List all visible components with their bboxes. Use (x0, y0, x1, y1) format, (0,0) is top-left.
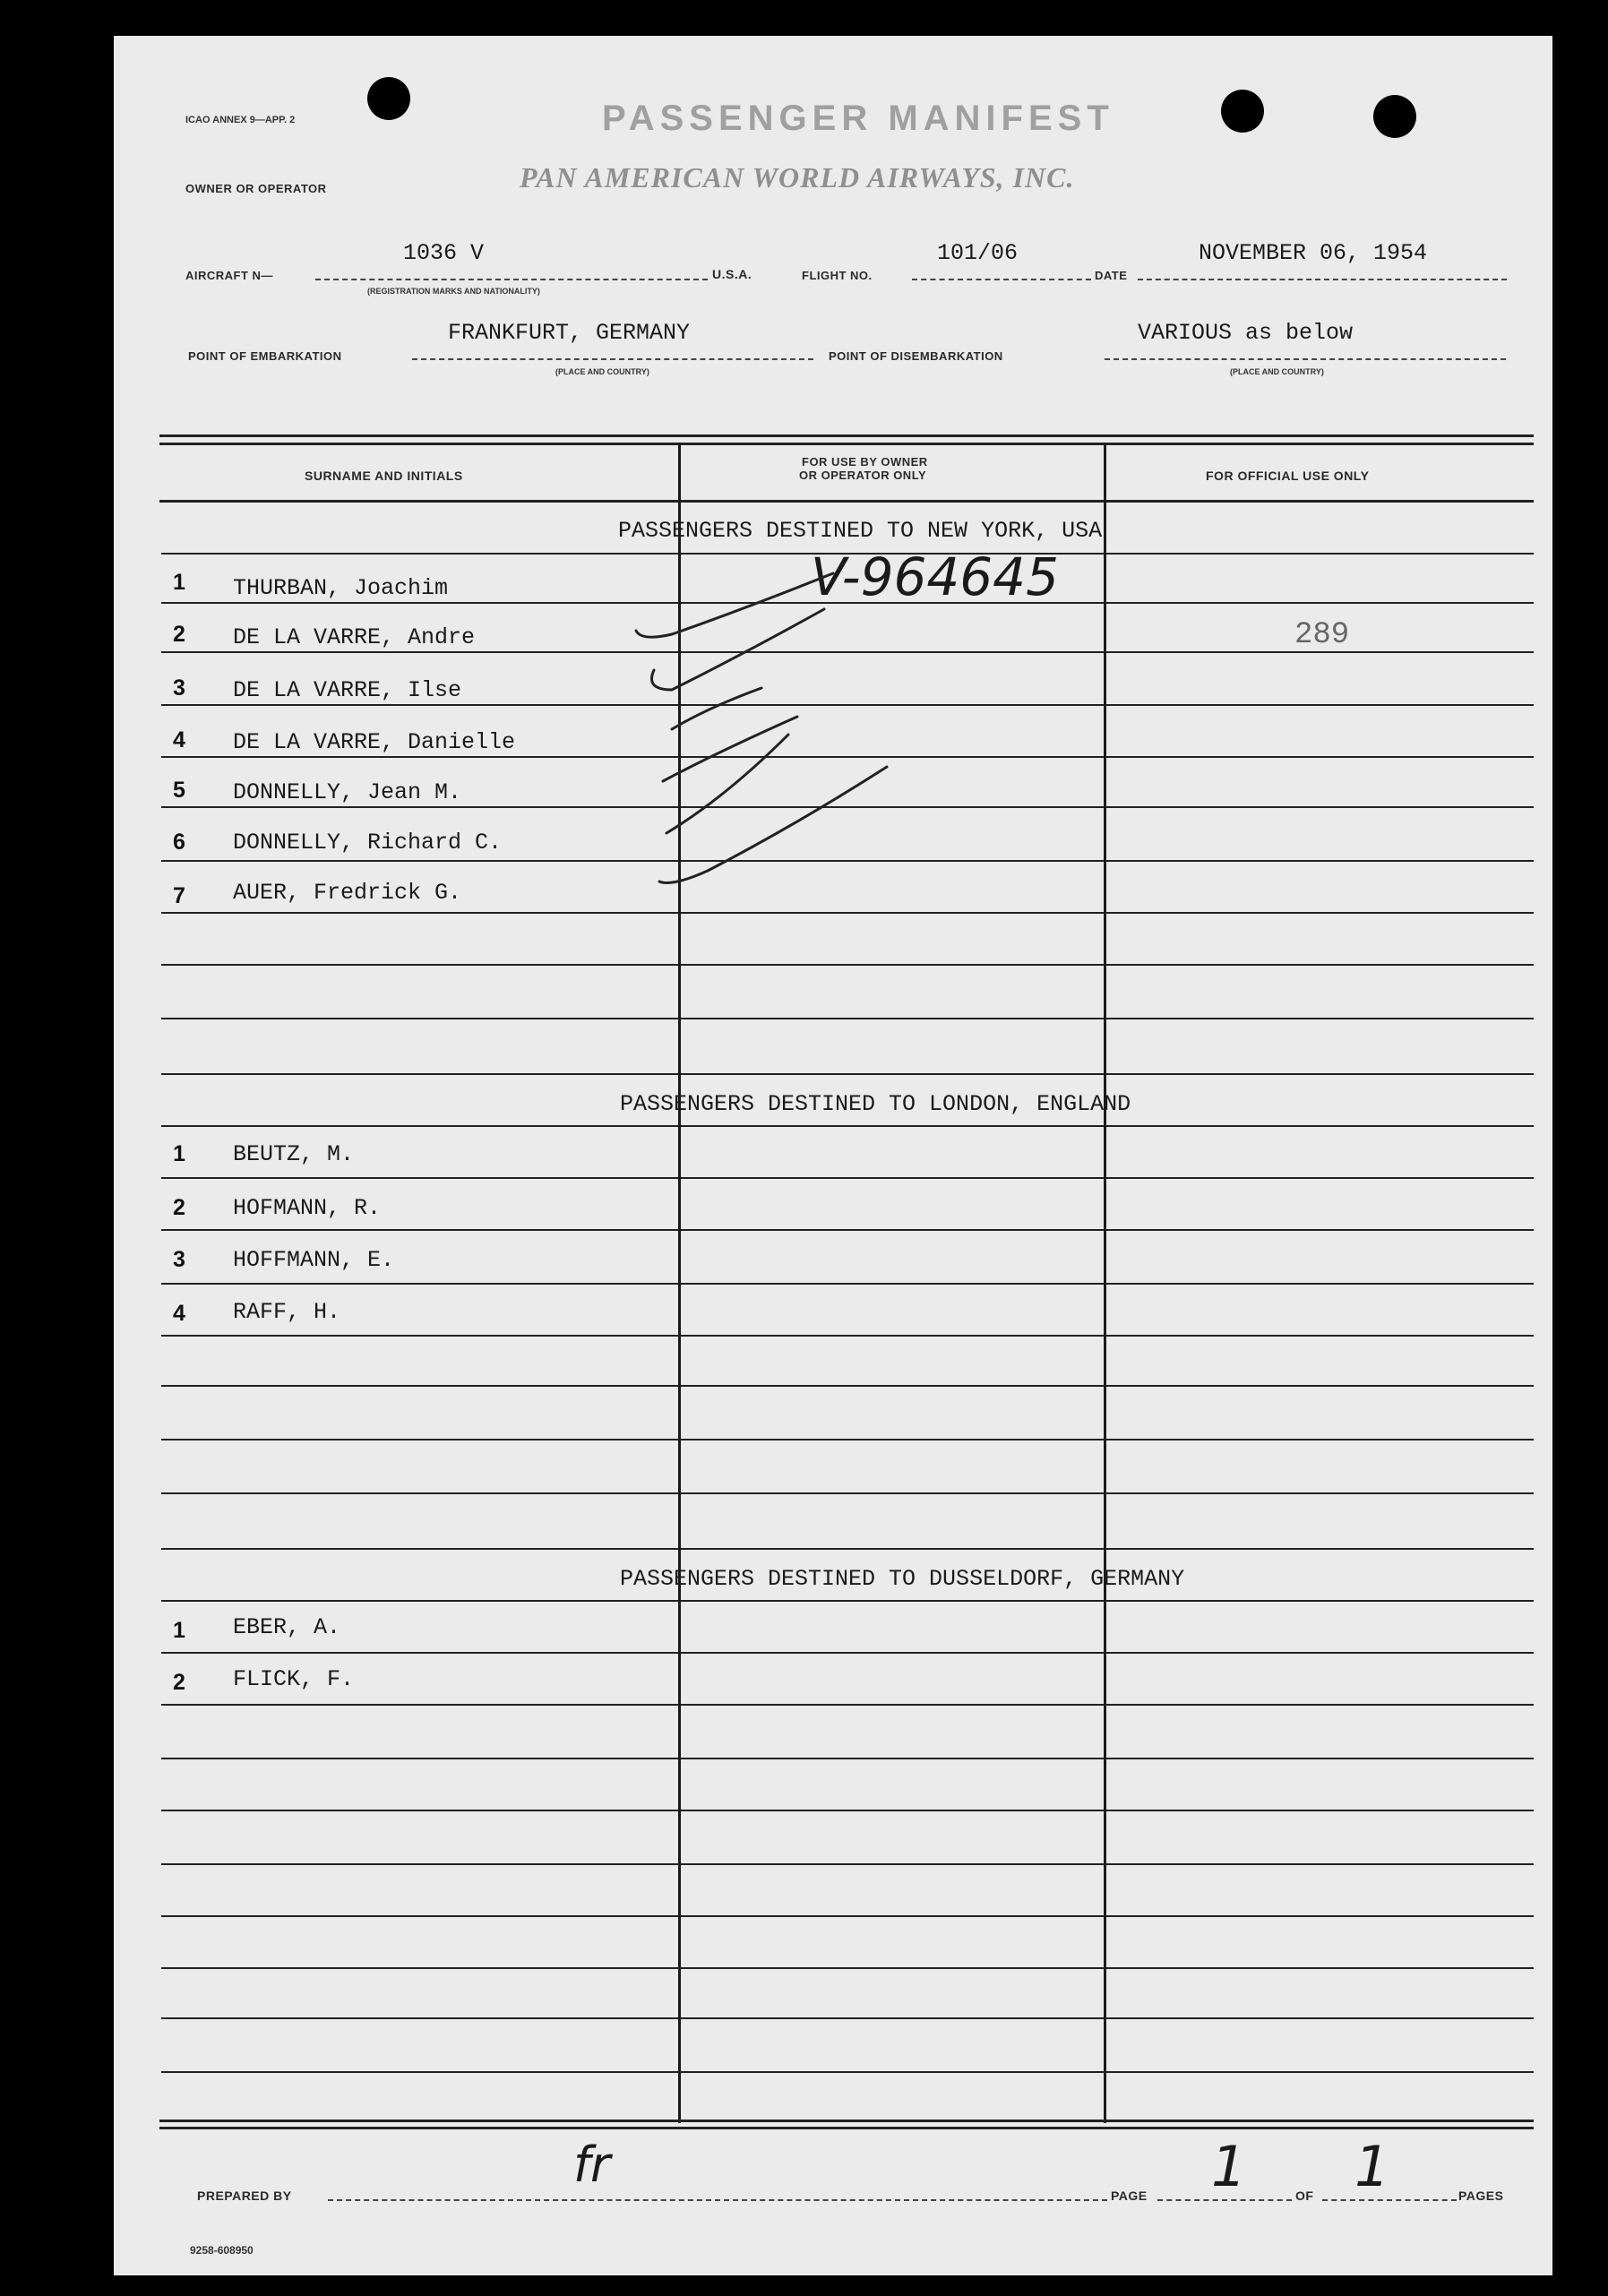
punch-hole (367, 77, 410, 120)
row-rule (161, 1073, 1534, 1075)
operator-name: PAN AMERICAN WORLD AIRWAYS, INC. (520, 161, 1075, 193)
passenger-number: 5 (173, 778, 185, 803)
row-rule (161, 2017, 1534, 2019)
table-bottom-rule (159, 2127, 1534, 2129)
row-rule (161, 2071, 1534, 2073)
owner-use-header: FOR USE BY OWNER (802, 455, 928, 469)
passenger-name: DE LA VARRE, Andre (233, 624, 476, 650)
row-rule (161, 1652, 1534, 1654)
page-total-handwritten: 1 (1354, 2134, 1390, 2199)
flight-underline (912, 279, 1091, 280)
passenger-name: EBER, A. (233, 1614, 341, 1640)
form-reference: ICAO ANNEX 9—APP. 2 (185, 115, 296, 125)
aircraft-underline (315, 279, 708, 280)
passenger-name: HOFMANN, R. (233, 1195, 382, 1221)
page-underline (1157, 2199, 1292, 2201)
passenger-name: AUER, Fredrick G. (233, 880, 462, 906)
passenger-number: 3 (173, 675, 185, 701)
table-top-rule (159, 443, 1534, 445)
of-underline (1322, 2199, 1457, 2201)
passenger-number: 1 (173, 1141, 185, 1166)
row-rule (161, 1810, 1534, 1811)
passenger-name: THURBAN, Joachim (233, 575, 449, 601)
passenger-name: DONNELLY, Jean M. (233, 779, 462, 805)
table-header-rule (159, 500, 1534, 503)
row-rule (161, 1967, 1534, 1969)
row-rule (161, 1283, 1534, 1285)
aircraft-sublabel: (REGISTRATION MARKS AND NATIONALITY) (367, 287, 540, 296)
group-heading-dusseldorf: PASSENGERS DESTINED TO DUSSELDORF, GERMANY (620, 1566, 1185, 1592)
disembarkation-sublabel: (PLACE AND COUNTRY) (1230, 367, 1324, 376)
passenger-name: HOFFMANN, E. (233, 1247, 395, 1273)
pages-label: PAGES (1458, 2189, 1504, 2203)
date-value: NOVEMBER 06, 1954 (1199, 240, 1428, 266)
row-rule (161, 1229, 1534, 1231)
row-rule (161, 1600, 1534, 1602)
aircraft-label: AIRCRAFT N— (185, 269, 273, 282)
row-rule (161, 1915, 1534, 1917)
passenger-number: 2 (173, 1670, 185, 1695)
page-label: PAGE (1111, 2189, 1148, 2203)
passenger-name: DONNELLY, Richard C. (233, 830, 503, 856)
date-label: DATE (1095, 269, 1128, 282)
row-rule (161, 964, 1534, 966)
table-top-rule (159, 434, 1534, 437)
column-divider-right (1104, 443, 1106, 2123)
embarkation-sublabel: (PLACE AND COUNTRY) (555, 367, 649, 376)
flight-value: 101/06 (937, 240, 1019, 266)
owner-use-header: OR OPERATOR ONLY (799, 469, 927, 482)
passenger-name: DE LA VARRE, Ilse (233, 677, 462, 703)
check-marks (618, 555, 941, 905)
row-rule (161, 1492, 1534, 1494)
passenger-name: FLICK, F. (233, 1666, 355, 1692)
row-rule (161, 1125, 1534, 1127)
visa-number-handwritten: V-964645 (811, 546, 1059, 607)
disembarkation-value: VARIOUS as below (1138, 320, 1354, 346)
passenger-number: 6 (173, 830, 185, 855)
disembarkation-label: POINT OF DISEMBARKATION (829, 349, 1003, 363)
row-rule (161, 1758, 1534, 1759)
embarkation-value: FRANKFURT, GERMANY (448, 320, 691, 346)
row-rule (161, 1863, 1534, 1865)
row-rule (161, 1177, 1534, 1179)
embarkation-label: POINT OF EMBARKATION (188, 349, 342, 363)
punch-hole (1221, 90, 1264, 133)
prepared-by-label: PREPARED BY (197, 2189, 292, 2203)
official-use-header: FOR OFFICIAL USE ONLY (1206, 469, 1370, 483)
passenger-number: 2 (173, 1195, 185, 1220)
passenger-number: 7 (173, 883, 185, 908)
row-rule (161, 912, 1534, 914)
row-rule (161, 1548, 1534, 1550)
disembarkation-underline (1105, 358, 1506, 360)
group-heading-london: PASSENGERS DESTINED TO LONDON, ENGLAND (620, 1091, 1131, 1117)
row-rule (161, 1335, 1534, 1337)
passenger-name: DE LA VARRE, Danielle (233, 729, 516, 755)
aircraft-value: 1036 V (403, 240, 485, 266)
official-mark: 289 (1294, 618, 1350, 652)
row-rule (161, 1704, 1534, 1706)
row-rule (161, 1018, 1534, 1019)
prepared-by-signature: fr (573, 2137, 611, 2193)
group-heading-new-york: PASSENGERS DESTINED TO NEW YORK, USA (618, 518, 1103, 544)
row-rule (161, 1439, 1534, 1440)
punch-hole (1373, 95, 1416, 138)
passenger-number: 4 (173, 1301, 185, 1326)
passenger-number: 3 (173, 1247, 185, 1272)
passenger-name: RAFF, H. (233, 1299, 341, 1325)
date-underline (1138, 279, 1507, 280)
passenger-number: 1 (173, 570, 185, 595)
owner-label: OWNER OR OPERATOR (185, 182, 327, 195)
passenger-number: 4 (173, 727, 185, 752)
passenger-number: 1 (173, 1618, 185, 1643)
passenger-name: BEUTZ, M. (233, 1141, 355, 1167)
surname-header: SURNAME AND INITIALS (305, 469, 463, 483)
flight-label: FLIGHT NO. (802, 269, 873, 282)
form-title: PASSENGER MANIFEST (602, 99, 1114, 138)
prepared-by-underline (328, 2199, 1107, 2201)
page-number-handwritten: 1 (1211, 2134, 1247, 2199)
row-rule (161, 1385, 1534, 1387)
embarkation-underline (412, 358, 813, 360)
table-bottom-rule (159, 2120, 1534, 2122)
passenger-number: 2 (173, 622, 185, 647)
usa-label: U.S.A. (712, 267, 752, 281)
of-label: OF (1295, 2189, 1314, 2203)
form-code: 9258-608950 (190, 2244, 254, 2257)
